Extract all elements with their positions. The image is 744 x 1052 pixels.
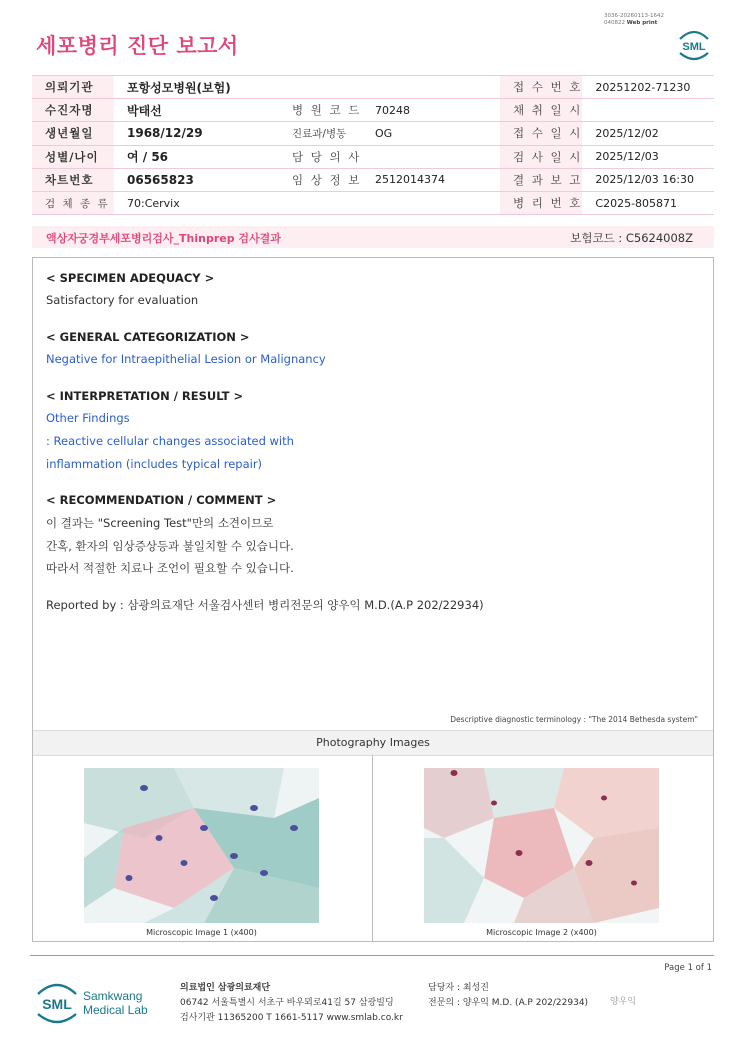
receipt-date: 2025/12/02: [582, 122, 714, 145]
info-row: [32, 145, 714, 168]
patient-info-table: [32, 75, 714, 215]
reported-by: Reported by : 삼광의료재단 서울검사센터 병리전문의 양우익 M.D.(A.P 202/22934): [46, 598, 484, 612]
sex-age: 여 / 56: [114, 145, 282, 168]
sex-age-label: 성별/나이: [32, 145, 114, 168]
birth-label: 생년월일: [32, 122, 114, 145]
print-label: Web print: [626, 20, 658, 26]
recommendation-heading: < RECOMMENDATION / COMMENT >: [46, 493, 277, 507]
category-heading: < GENERAL CATEGORIZATION >: [46, 330, 250, 344]
microscopic-image-2: [424, 768, 659, 923]
image-2-caption: Microscopic Image 2 (x400): [486, 928, 597, 937]
patient-name-label: 수진자명: [32, 99, 114, 122]
exam-date-label: 검 사 일 시: [500, 145, 582, 168]
footer-divider: [30, 955, 714, 956]
info-row: [32, 122, 714, 145]
pathology-no-label: 병 리 번 호: [500, 191, 582, 214]
test-name: 액상자궁경부세포병리검사_Thinprep 검사결과: [46, 232, 281, 245]
interpretation-heading: < INTERPRETATION / RESULT >: [46, 389, 244, 403]
org-address: 06742 서울특별시 서초구 바우뫼로41길 57 삼광빌딩: [180, 998, 394, 1008]
footer-staff-info: [428, 981, 588, 1011]
org-contact: 검사기관 11365200 T 1661-5117 www.smlab.co.kr: [180, 1013, 403, 1023]
hospital-code-label: 병 원 코 드: [282, 99, 362, 122]
report-title: 세포병리 진단 보고서: [36, 34, 239, 58]
interpretation-line2: : Reactive cellular changes associated with: [46, 434, 294, 448]
exam-date: 2025/12/03: [582, 145, 714, 168]
dept: OG: [362, 122, 500, 145]
page-number: Page 1 of 1: [664, 963, 712, 973]
samkwang-logo-icon: [36, 980, 156, 1028]
report-date: 2025/12/03 16:30: [582, 168, 714, 191]
clinical-info-label: 임 상 정 보: [282, 168, 362, 191]
clinical-info: 2512014374: [362, 168, 500, 191]
sml-logo-icon: [676, 27, 712, 63]
report-date-label: 결 과 보 고: [500, 168, 582, 191]
hospital-code: 70248: [362, 99, 500, 122]
photo-divider: [372, 755, 373, 941]
pathology-no: C2025-805871: [582, 191, 714, 214]
patient-name: 박태선: [114, 99, 282, 122]
specimen-label: 검 체 종 류: [32, 191, 114, 214]
doctor-label: 담 당 의 사: [282, 145, 362, 168]
specimen: 70:Cervix: [114, 191, 500, 214]
footer-logo-text: SML: [42, 996, 72, 1012]
collection-date: [582, 99, 714, 122]
print-id-line2: 040822: [604, 20, 625, 26]
info-row: [32, 99, 714, 122]
print-id-line1: 3036-20260113-1642: [604, 13, 664, 19]
recommendation-line1: 이 결과는 "Screening Test"만의 소견이므로: [46, 516, 274, 530]
microscopic-image-1: [84, 768, 319, 923]
footer-logo-name1: Samkwang: [83, 989, 143, 1003]
adequacy-text: Satisfactory for evaluation: [46, 293, 199, 307]
signature: 양우익: [610, 997, 637, 1007]
footer-org-info: [180, 981, 403, 1026]
adequacy-heading: < SPECIMEN ADEQUACY >: [46, 271, 215, 285]
reception-no-label: 접 수 번 호: [500, 76, 582, 99]
staff-line: 담당자 : 최성진: [428, 983, 489, 993]
info-row: [32, 76, 714, 99]
chart-no: 06565823: [114, 168, 282, 191]
collection-date-label: 채 취 일 시: [500, 99, 582, 122]
reception-no: 20251202-71230: [582, 76, 714, 99]
interpretation-line1: Other Findings: [46, 411, 130, 425]
org-name: 의료법인 삼광의료재단: [180, 983, 271, 993]
recommendation-line2: 간혹, 환자의 임상증상등과 불일치할 수 있습니다.: [46, 539, 294, 553]
requesting-org: 포항성모병원(보험): [114, 76, 500, 99]
bethesda-note: Descriptive diagnostic terminology : "The 2014 Bethesda system": [450, 715, 698, 724]
dept-label: 진료과/병동: [282, 122, 362, 145]
info-row: [32, 191, 714, 214]
print-id: [604, 13, 664, 27]
chart-no-label: 차트번호: [32, 168, 114, 191]
recommendation-line3: 따라서 적절한 치료나 조언이 필요할 수 있습니다.: [46, 561, 294, 575]
image-1-caption: Microscopic Image 1 (x400): [146, 928, 257, 937]
birth: 1968/12/29: [114, 122, 282, 145]
logo-text: SML: [682, 41, 706, 53]
footer-logo-name2: Medical Lab: [83, 1003, 148, 1017]
category-text: Negative for Intraepithelial Lesion or Malignancy: [46, 352, 326, 366]
requesting-org-label: 의뢰기관: [32, 76, 114, 99]
specialist-line: 전문의 : 양우익 M.D. (A.P 202/22934): [428, 998, 589, 1008]
doctor: [362, 145, 500, 168]
insurance-code: 보험코드 : C5624008Z: [570, 231, 693, 245]
info-row: [32, 168, 714, 191]
photo-section-label: Photography Images: [316, 736, 430, 749]
receipt-date-label: 접 수 일 시: [500, 122, 582, 145]
interpretation-line3: inflammation (includes typical repair): [46, 457, 263, 471]
